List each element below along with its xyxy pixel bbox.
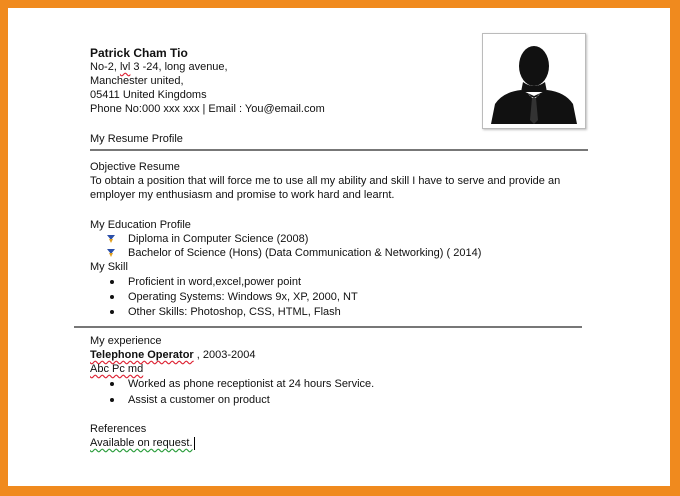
section-divider bbox=[90, 149, 588, 151]
address-line-3: 05411 United Kingdoms bbox=[90, 89, 207, 101]
skill-item-text: Operating Systems: Windows 9x, XP, 2000, NT bbox=[128, 291, 358, 303]
address-level: lvl bbox=[119, 61, 131, 73]
address-line-1 bbox=[90, 60, 228, 74]
job-line bbox=[90, 348, 255, 362]
section-divider bbox=[74, 326, 582, 328]
education-item-text: Diploma in Computer Science (2008) bbox=[128, 233, 309, 245]
arrow-bullet-icon bbox=[106, 248, 116, 258]
skill-item-text: Other Skills: Photoshop, CSS, HTML, Flash bbox=[128, 306, 341, 318]
job-years: 2003-2004 bbox=[202, 349, 256, 361]
references-heading: References bbox=[90, 423, 147, 435]
skill-item bbox=[106, 290, 358, 304]
experience-item bbox=[106, 393, 270, 407]
address-part: No-2, bbox=[90, 61, 120, 73]
references-text: Available on request. bbox=[90, 437, 193, 449]
education-item bbox=[106, 246, 481, 260]
skills-heading: My Skill bbox=[90, 261, 128, 273]
experience-item-text: Assist a customer on product bbox=[128, 394, 270, 406]
job-separator: , bbox=[193, 349, 203, 361]
text-cursor bbox=[194, 437, 195, 450]
experience-heading: My experience bbox=[90, 335, 162, 347]
address-line-2: Manchester united, bbox=[90, 75, 184, 87]
skill-item bbox=[106, 305, 341, 319]
job-title: Telephone Operator bbox=[90, 349, 194, 361]
education-heading: My Education Profile bbox=[90, 219, 191, 231]
person-silhouette-icon bbox=[483, 34, 585, 128]
bullet-dot-icon bbox=[110, 382, 114, 386]
arrow-bullet-icon bbox=[106, 234, 116, 244]
bullet-dot-icon bbox=[110, 295, 114, 299]
bullet-dot-icon bbox=[110, 310, 114, 314]
skill-item-text: Proficient in word,excel,power point bbox=[128, 276, 302, 288]
resume-page bbox=[8, 8, 670, 486]
bullet-dot-icon bbox=[110, 280, 114, 284]
profile-heading: My Resume Profile bbox=[90, 133, 183, 145]
education-item bbox=[106, 232, 308, 246]
objective-line-1: To obtain a position that will force me to use all my ability and skill I have to serve and provide an bbox=[90, 175, 561, 187]
education-item-text: Bachelor of Science (Hons) (Data Communication & Networking) ( 2014) bbox=[128, 247, 482, 259]
contact-line: Phone No:000 xxx xxx | Email : You@email.com bbox=[90, 103, 325, 115]
references-line[interactable] bbox=[90, 436, 195, 450]
objective-heading: Objective Resume bbox=[90, 161, 180, 173]
profile-photo bbox=[482, 33, 586, 129]
experience-item bbox=[106, 377, 374, 391]
address-part: 3 -24, long avenue, bbox=[130, 61, 228, 73]
candidate-name: Patrick Cham Tio bbox=[90, 46, 188, 60]
bullet-dot-icon bbox=[110, 398, 114, 402]
objective-line-2: employer my enthusiasm and promise to work hard and learnt. bbox=[90, 189, 395, 201]
skill-item bbox=[106, 275, 301, 289]
experience-item-text: Worked as phone receptionist at 24 hours Service. bbox=[128, 378, 375, 390]
company-name: Abc Pc md bbox=[90, 363, 144, 375]
